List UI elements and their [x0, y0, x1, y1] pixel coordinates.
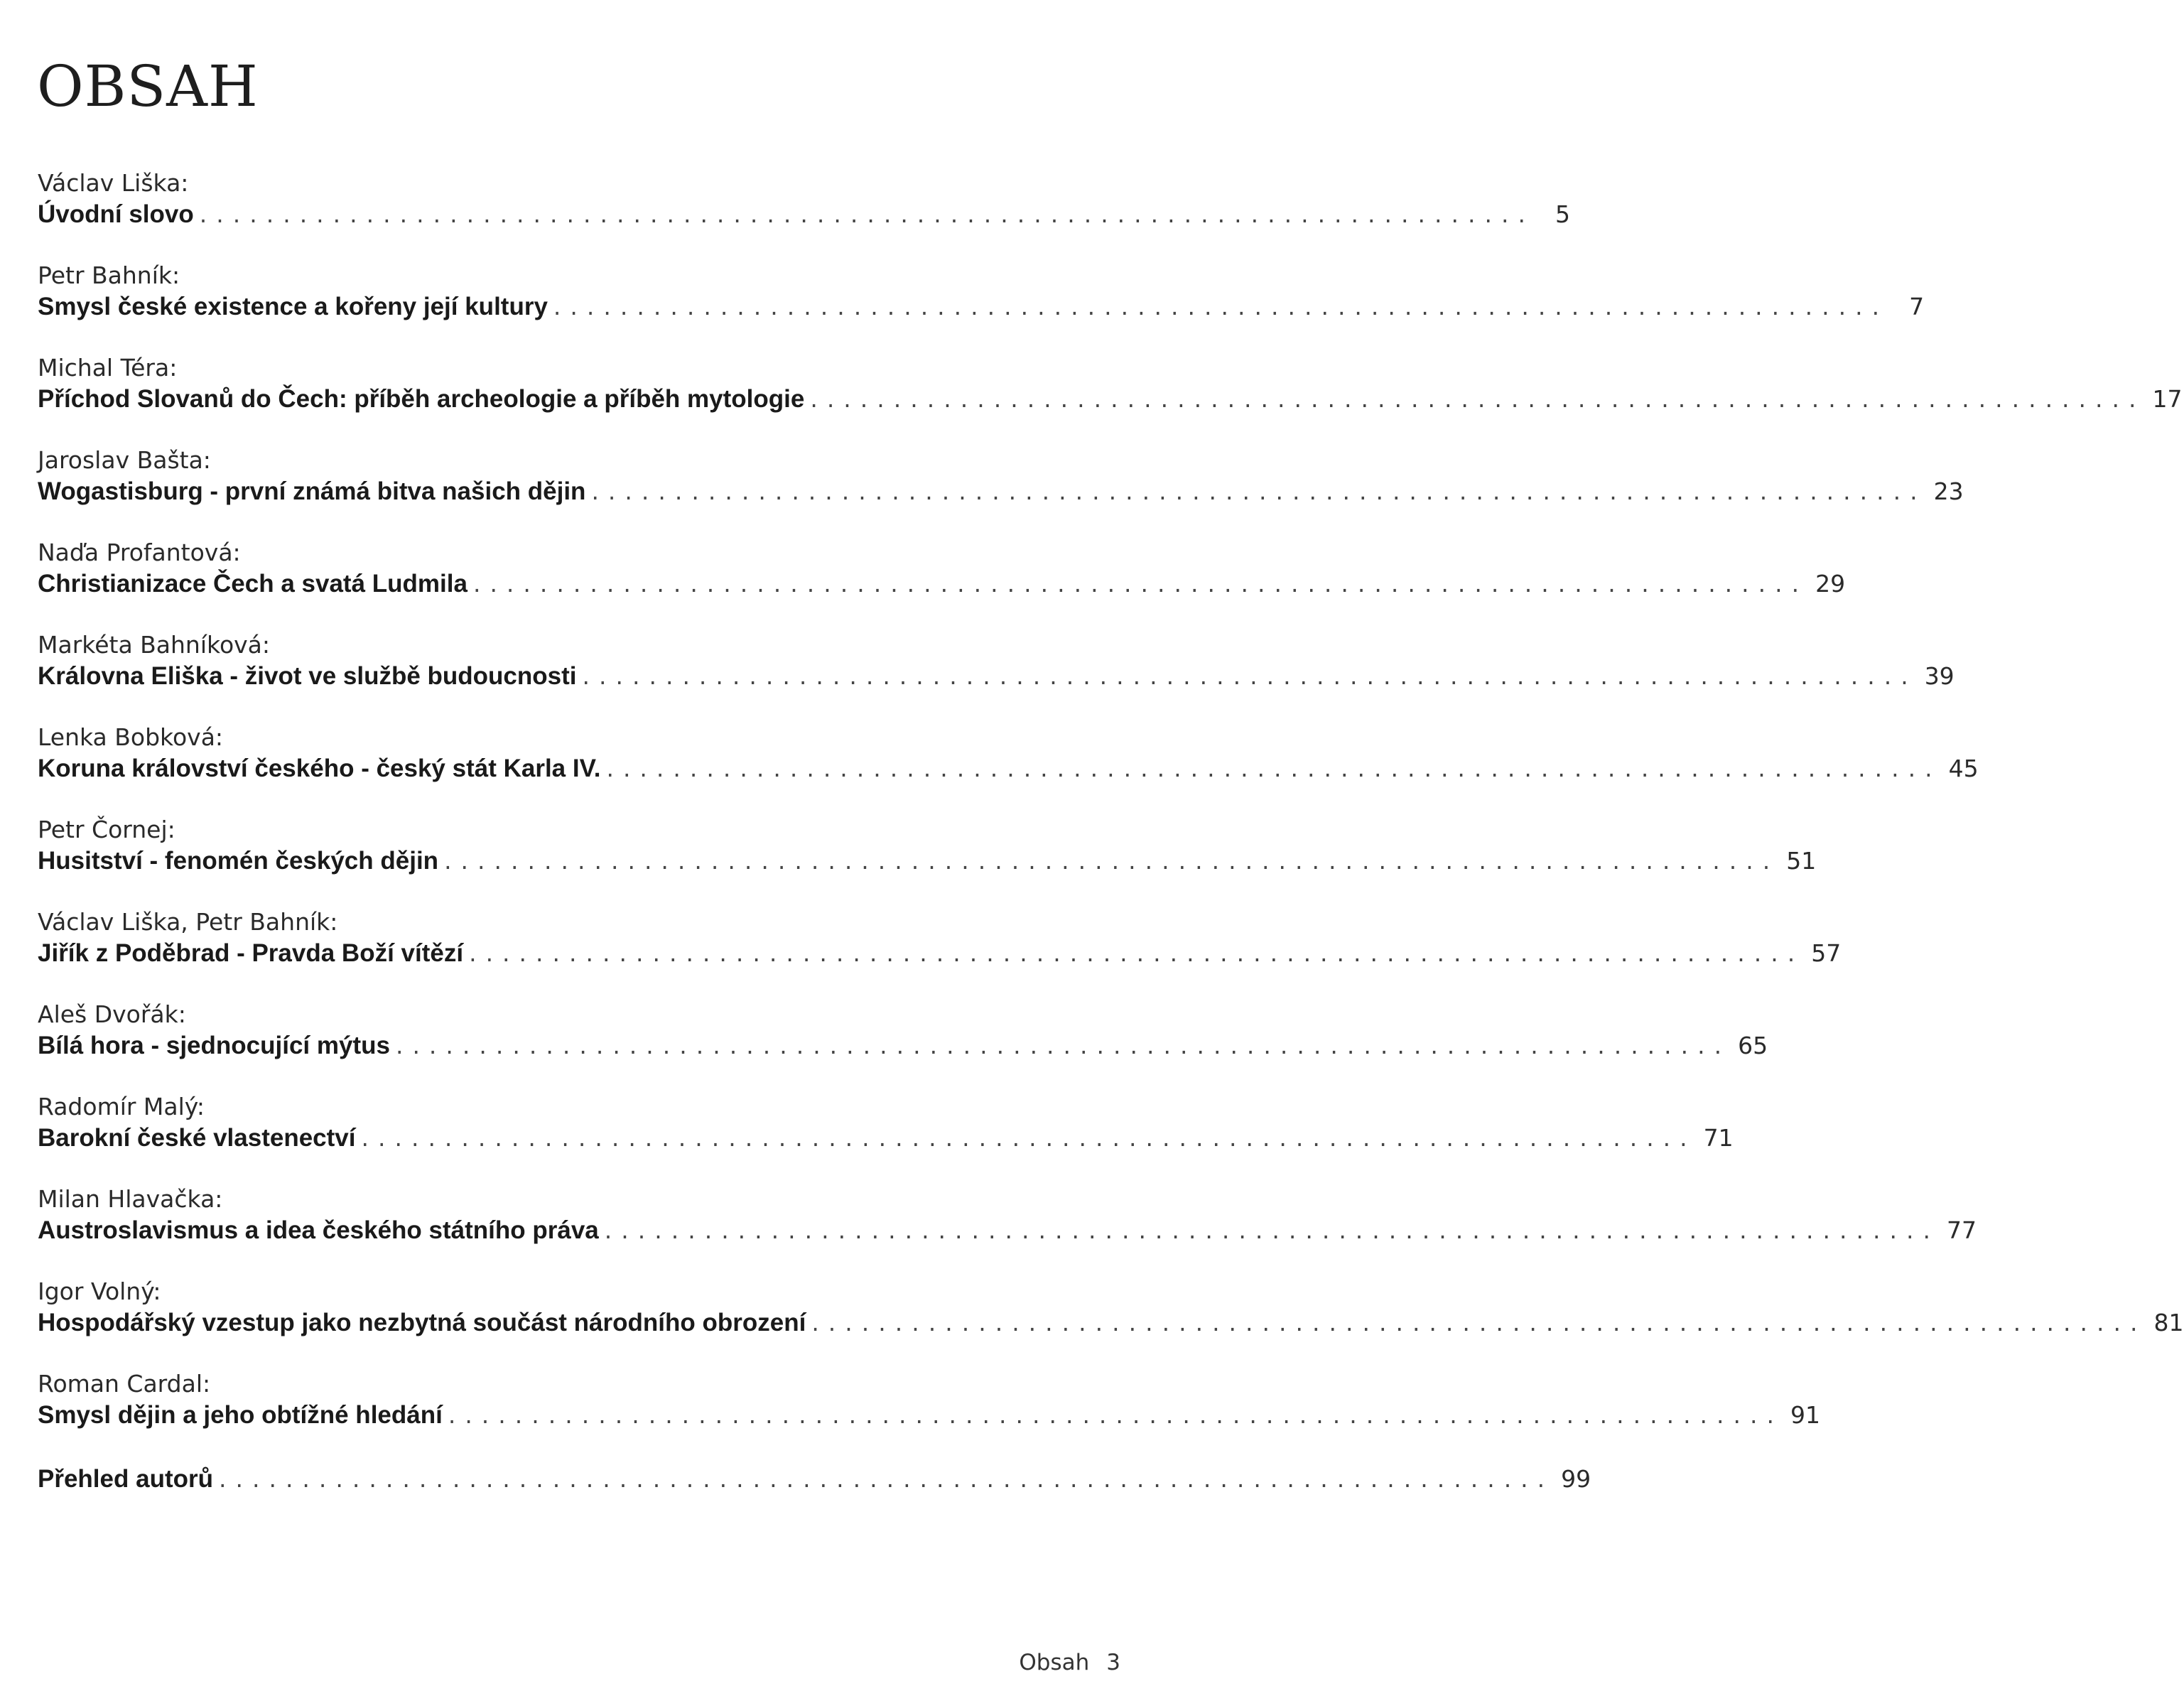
dot-leader: ................................................................................ — [395, 1032, 1731, 1059]
toc-page-number: 5 — [1555, 200, 1570, 228]
toc-author: Václav Liška, Petr Bahník: — [38, 908, 338, 936]
dot-leader: ................................................................................ — [810, 385, 2146, 413]
toc-page-number: 23 — [1933, 477, 1964, 505]
toc-entry — [38, 261, 1925, 324]
toc-title: Smysl dějin a jeho obtížné hledání — [38, 1401, 443, 1429]
toc-page-number: 91 — [1790, 1401, 1821, 1429]
toc-entry — [38, 539, 1846, 601]
table-of-contents — [38, 169, 2184, 1526]
toc-author: Václav Liška: — [38, 169, 189, 197]
dot-leader: ................................................................................ — [472, 570, 1809, 598]
toc-title: Smysl české existence a kořeny její kultury — [38, 293, 548, 320]
toc-title: Příchod Slovanů do Čech: příběh archeologie a příběh mytologie — [38, 385, 805, 413]
page-title: OBSAH — [37, 53, 259, 119]
toc-title: Christianizace Čech a svatá Ludmila — [38, 570, 467, 598]
toc-page-number: 57 — [1811, 939, 1842, 967]
toc-title-row — [38, 567, 1846, 601]
toc-title: Austroslavismus a idea českého státního práva — [38, 1216, 599, 1244]
toc-page-number: 99 — [1561, 1465, 1591, 1493]
toc-author: Markéta Bahníková: — [38, 631, 271, 659]
dot-leader: ................................................................................ — [199, 200, 1535, 228]
toc-entry — [38, 1185, 1977, 1248]
toc-entry — [38, 1370, 1821, 1432]
dot-leader: ................................................................................ — [591, 477, 1927, 505]
toc-title: Husitství - fenomén českých dějin — [38, 847, 439, 875]
footer-page-number: 3 — [1106, 1650, 1120, 1675]
toc-page-number: 51 — [1786, 847, 1817, 875]
toc-entry — [38, 1277, 2184, 1340]
toc-title: Jiřík z Poděbrad - Pravda Boží vítězí — [38, 939, 464, 967]
toc-title-row — [38, 1029, 1768, 1063]
toc-entry — [38, 1000, 1768, 1063]
toc-title: Barokní české vlastenectví — [38, 1124, 356, 1152]
toc-entry — [38, 446, 1964, 509]
toc-author: Igor Volný: — [38, 1277, 161, 1305]
toc-page-number: 65 — [1738, 1032, 1768, 1059]
dot-leader: ................................................................................ — [444, 847, 1780, 875]
toc-title-row — [38, 752, 1979, 786]
toc-title-row — [38, 1398, 1821, 1432]
toc-page-number: 17 — [2152, 385, 2183, 413]
toc-author: Michal Téra: — [38, 354, 178, 382]
toc-title-row — [38, 844, 1817, 878]
toc-title-row — [38, 1214, 1977, 1248]
dot-leader: ................................................................................ — [811, 1309, 2147, 1336]
toc-author: Petr Bahník: — [38, 261, 180, 289]
toc-page-number: 71 — [1703, 1124, 1734, 1152]
toc-title: Královna Eliška - život ve službě budoucnosti — [38, 662, 577, 690]
dot-leader: ................................................................................ — [361, 1124, 1697, 1152]
toc-page-number: 77 — [1946, 1216, 1977, 1244]
toc-page-number: 39 — [1924, 662, 1955, 690]
toc-author: Radomír Malý: — [38, 1093, 205, 1120]
toc-author: Lenka Bobková: — [38, 723, 224, 751]
toc-title-row — [38, 659, 1955, 693]
toc-title: Přehled autorů — [38, 1465, 213, 1493]
toc-title: Bílá hora - sjednocující mýtus — [38, 1032, 390, 1059]
toc-entry — [38, 908, 1842, 971]
toc-title-row — [38, 198, 1570, 232]
toc-entry — [38, 169, 1570, 232]
toc-author: Aleš Dvořák: — [38, 1000, 186, 1028]
toc-entry — [38, 631, 1955, 693]
toc-title-row — [38, 1306, 2184, 1340]
toc-author: Petr Čornej: — [38, 816, 175, 843]
toc-entry — [38, 1093, 1734, 1155]
dot-leader: ................................................................................ — [606, 755, 1942, 782]
toc-entry — [38, 723, 1979, 786]
toc-title-row — [38, 475, 1964, 509]
toc-page-number: 29 — [1815, 570, 1846, 598]
dot-leader: ................................................................................ — [218, 1465, 1555, 1493]
toc-page-number: 81 — [2153, 1309, 2184, 1336]
toc-title: Hospodářský vzestup jako nezbytná součást národního obrození — [38, 1309, 806, 1336]
toc-title-row — [38, 1462, 1591, 1496]
toc-entry — [38, 816, 1817, 878]
toc-title: Koruna království českého - český stát Karla IV. — [38, 755, 601, 782]
toc-author: Roman Cardal: — [38, 1370, 211, 1398]
toc-author: Naďa Profantová: — [38, 539, 241, 566]
dot-leader: ................................................................................ — [553, 293, 1889, 320]
toc-title-row — [38, 1121, 1734, 1155]
dot-leader: ................................................................................ — [469, 939, 1805, 967]
toc-title-row — [38, 382, 2183, 416]
toc-page-number: 7 — [1909, 293, 1925, 320]
dot-leader: ................................................................................ — [448, 1401, 1784, 1429]
toc-page-number: 45 — [1948, 755, 1979, 782]
toc-title-row — [38, 936, 1842, 971]
toc-title-row — [38, 290, 1925, 324]
toc-author: Milan Hlavačka: — [38, 1185, 223, 1213]
toc-title: Wogastisburg - první známá bitva našich dějin — [38, 477, 586, 505]
toc-author: Jaroslav Bašta: — [38, 446, 211, 474]
page-footer — [1019, 1650, 1120, 1675]
toc-entry — [38, 1462, 1591, 1496]
toc-entry — [38, 354, 2183, 416]
footer-section-label: Obsah — [1019, 1650, 1090, 1675]
dot-leader: ................................................................................ — [604, 1216, 1940, 1244]
toc-title: Úvodní slovo — [38, 200, 194, 228]
dot-leader: ................................................................................ — [582, 662, 1918, 690]
